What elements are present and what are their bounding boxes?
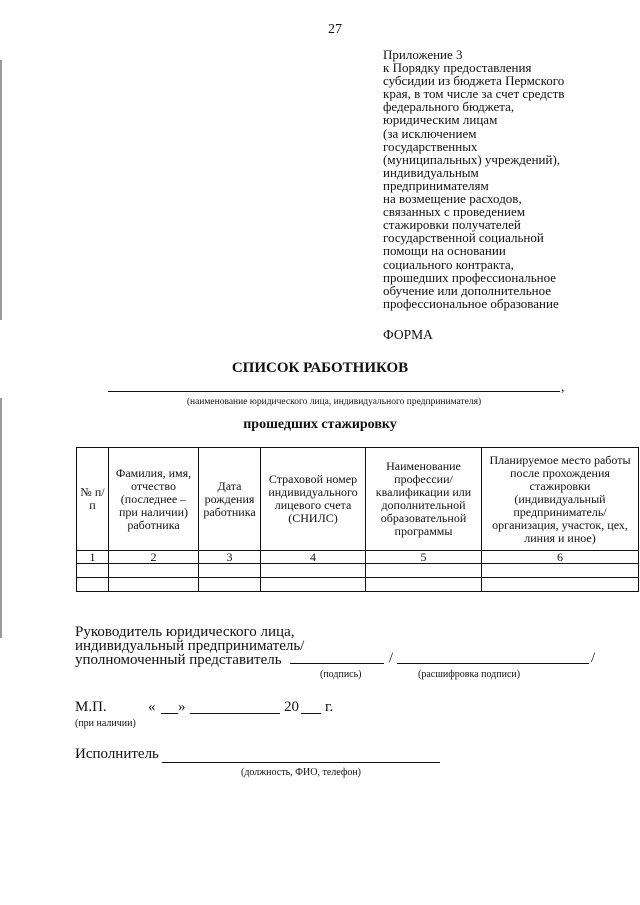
appendix-line: социального контракта, [383,256,514,272]
table-cell[interactable] [199,564,261,578]
header-cell-number: № п/п [77,448,109,551]
stamp-note: (при наличии) [75,718,136,729]
signature-label-line: индивидуальный предприниматель/ [75,638,305,655]
date-year-suffix: г. [325,699,334,715]
document-subtitle: прошедших стажировку [243,417,397,432]
table-cell[interactable] [109,564,199,578]
column-number: 1 [77,551,109,564]
date-quote-open: « [148,699,156,715]
document-title: СПИСОК РАБОТНИКОВ [231,360,409,376]
appendix-line: юридическим лицам [383,112,498,128]
signature-label-line: Руководитель юридического лица, [75,624,295,640]
date-year-field[interactable] [301,713,321,714]
appendix-line: государственных [383,138,478,154]
page-number: 27 [328,22,342,37]
appendix-line: (муниципальных) учреждений), [383,151,561,167]
header-cell-workplace: Планируемое место работы после прохождения стажировки (индивидуальный предприниматель/ организация, участок, цех, линия и иное) [482,448,639,551]
appendix-line: (за исключением [383,125,477,141]
table-cell[interactable] [366,578,482,592]
date-quote-close: » [178,699,186,715]
stamp-label: М.П. [75,699,107,715]
table-cell[interactable] [366,564,482,578]
appendix-line: прошедших профессиональное [383,269,557,285]
column-number: 5 [366,551,482,564]
table-row [77,578,639,592]
signature-block [75,625,304,668]
organization-name-field[interactable] [108,391,560,392]
signature-caption: (подпись) [320,669,362,680]
table-cell[interactable] [261,578,366,592]
appendix-line: края, в том числе за счет средств [383,86,565,102]
appendix-line: стажировки получателей [383,217,521,233]
signature-decoding-field[interactable] [397,663,589,664]
table-header-row [77,448,639,551]
appendix-line: индивидуальным [383,164,479,180]
header-cell-snils: Страховой номер индивидуального лицевого счета (СНИЛС) [261,448,366,551]
appendix-line: Приложение 3 [383,47,463,62]
header-cell-birthdate: Дата рождения работника [199,448,261,551]
date-month-field[interactable] [190,713,280,714]
appendix-line: обучение или дополнительное [383,282,552,298]
executor-field[interactable] [162,762,440,763]
executor-label: Исполнитель [75,746,159,762]
organization-caption: (наименование юридического лица, индивидуального предпринимателя) [186,397,482,407]
table-cell[interactable] [109,578,199,592]
date-year-prefix: 20 [284,699,299,715]
table-cell[interactable] [77,578,109,592]
appendix-line: на возмещение расходов, [383,191,522,207]
column-number: 3 [199,551,261,564]
column-number: 6 [482,551,639,564]
header-cell-fullname: Фамилия, имя, отчество (последнее – при наличии) работника [109,448,199,551]
table-cell[interactable] [482,564,639,578]
signature-slash: / [389,650,394,666]
appendix-line: связанных с проведением [383,204,525,220]
executor-caption: (должность, ФИО, телефон) [240,767,362,778]
appendix-header [383,48,623,310]
table-cell[interactable] [77,564,109,578]
date-day-field[interactable] [161,713,178,714]
appendix-line: предпринимателям [383,177,489,193]
header-cell-profession: Наименование профессии/ квалификации или дополнительной образовательной программы [366,448,482,551]
table-cell[interactable] [261,564,366,578]
appendix-line: субсидии из бюджета Пермского [383,73,565,89]
signature-decoding-caption: (расшифровка подписи) [418,669,521,680]
signature-slash: / [591,650,596,666]
appendix-line: помощи на основании [383,243,506,259]
scan-margin-mark-top [0,60,2,320]
column-number: 2 [109,551,199,564]
appendix-line: к Порядку предоставления [383,60,532,76]
table-cell[interactable] [199,578,261,592]
appendix-line: государственной социальной [383,230,544,246]
appendix-line: профессиональное образование [383,295,559,311]
table-row [77,564,639,578]
column-number-row [77,551,639,564]
workers-table [76,447,639,592]
signature-field[interactable] [290,663,384,664]
organization-line-comma: , [561,380,565,395]
column-number: 4 [261,551,366,564]
signature-label-line: уполномоченный представитель [75,652,282,669]
form-label: ФОРМА [383,327,433,342]
scan-margin-mark-bottom [0,398,2,638]
appendix-line: федерального бюджета, [383,99,515,115]
table-cell[interactable] [482,578,639,592]
